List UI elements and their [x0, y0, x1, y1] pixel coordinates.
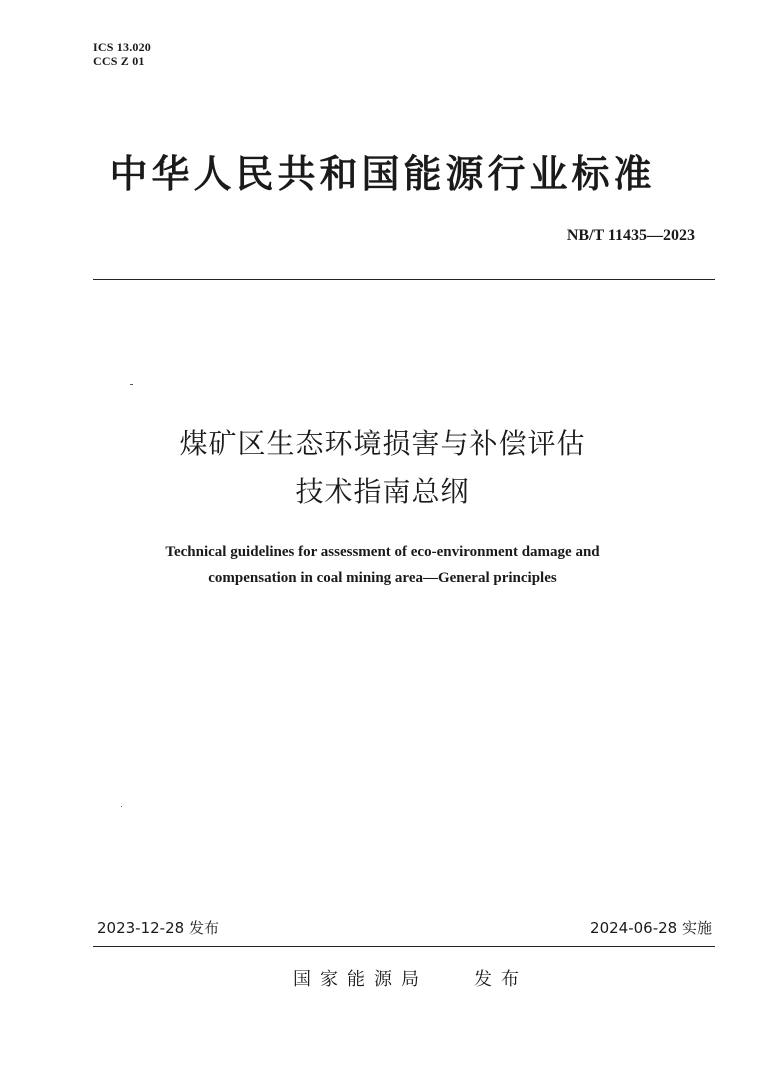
english-title-line-1: Technical guidelines for assessment of eco-environment damage and	[165, 544, 600, 560]
top-divider	[93, 279, 715, 280]
classification-codes	[93, 40, 151, 68]
scan-speck	[121, 806, 122, 807]
standard-code: NB/T 11435—2023	[566, 227, 695, 244]
bottom-divider	[93, 946, 715, 947]
ics-code: ICS 13.020	[93, 40, 152, 54]
issue-date: 2023-12-28 发布	[97, 919, 219, 937]
implementation-date: 2024-06-28 实施	[590, 919, 712, 937]
publish-label: 发布	[474, 969, 528, 990]
chinese-title-line-2: 技术指南总纲	[295, 475, 470, 508]
english-title-line-2: compensation in coal mining area—General principles	[208, 570, 557, 586]
ccs-code: CCS Z 01	[93, 54, 145, 68]
chinese-title-line-1: 煤矿区生态环境损害与补偿评估	[179, 427, 586, 460]
scan-speck	[130, 384, 133, 385]
publisher-name: 国家能源局	[293, 969, 428, 990]
issuer-title: 中华人民共和国能源行业标准	[109, 152, 656, 196]
